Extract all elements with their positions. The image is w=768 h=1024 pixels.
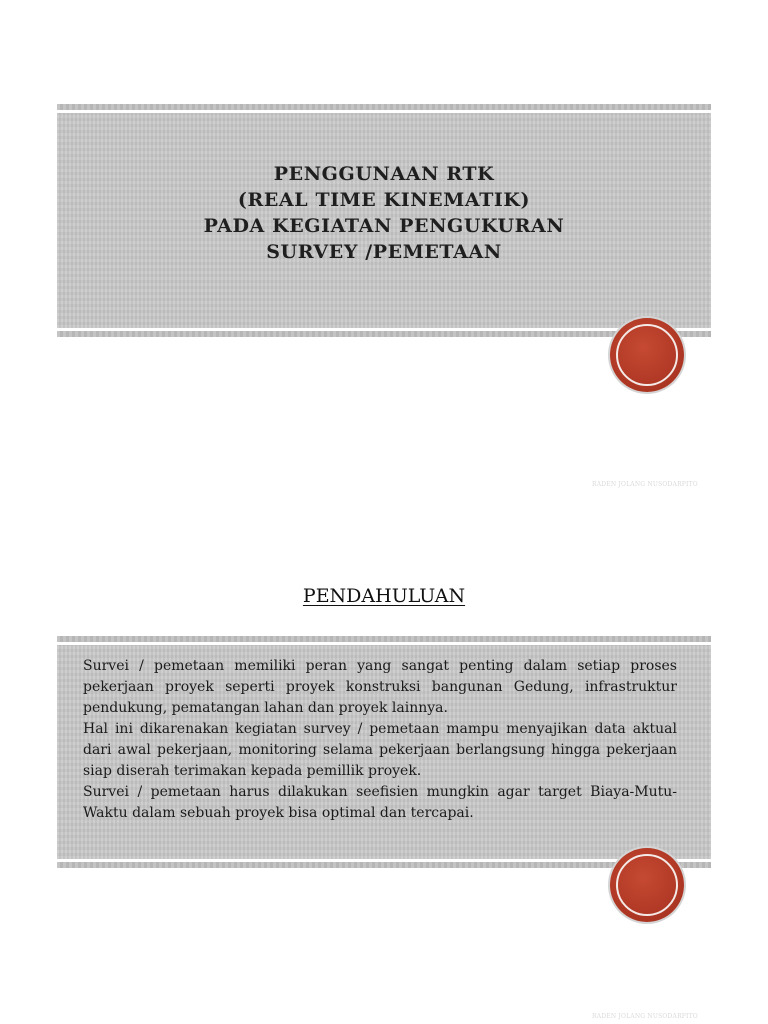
slide-footer-author: RADEN JOLANG NUSODARPITO bbox=[592, 1013, 698, 1020]
bottom-stripe bbox=[57, 331, 711, 337]
slide-title bbox=[57, 161, 711, 265]
slide-footer-author: RADEN JOLANG NUSODARPITO bbox=[592, 481, 698, 488]
decorative-circle-badge bbox=[610, 848, 684, 922]
paragraph-2: Hal ini dikarenakan kegiatan survey / pemetaan mampu menyajikan data aktual dari awal pekerjaan, monitoring selama pekerjaan berlangsung hingga pekerjaan siap diserah terimakan kepada pemillik proyek. bbox=[83, 721, 677, 779]
title-line-3: PADA KEGIATAN PENGUKURAN bbox=[203, 215, 565, 237]
bottom-stripe bbox=[57, 862, 711, 868]
title-line-1: PENGGUNAAN RTK bbox=[273, 163, 495, 185]
body-text bbox=[83, 656, 677, 824]
paragraph-1: Survei / pemetaan memiliki peran yang sangat penting dalam setiap proses pekerjaan proyek seperti proyek konstruksi bangunan Gedung, infrastruktur pendukung, pematangan lahan dan proyek lainnya. bbox=[83, 658, 677, 716]
decorative-circle-badge bbox=[610, 318, 684, 392]
top-stripe bbox=[57, 636, 711, 642]
paragraph-3: Survei / pemetaan harus dilakukan seefisien mungkin agar target Biaya-Mutu-Waktu dalam sebuah proyek bisa optimal dan tercapai. bbox=[83, 784, 677, 821]
section-heading: PENDAHULUAN bbox=[302, 585, 466, 607]
content-banner bbox=[57, 645, 711, 859]
title-banner bbox=[57, 113, 711, 328]
title-line-2: (REAL TIME KINEMATIK) bbox=[237, 189, 531, 211]
top-stripe bbox=[57, 104, 711, 110]
title-line-4: SURVEY /PEMETAAN bbox=[266, 241, 502, 263]
